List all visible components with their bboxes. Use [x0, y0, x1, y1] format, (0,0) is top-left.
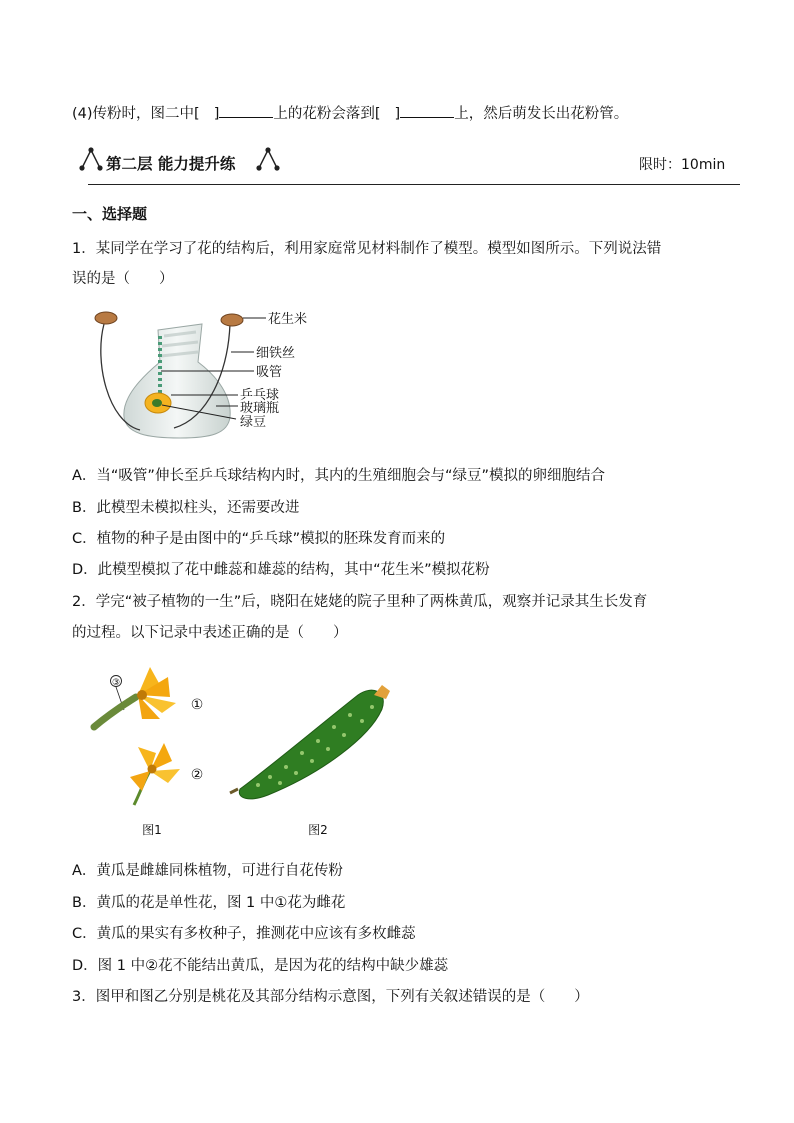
label-straw: 吸管: [256, 365, 283, 380]
q2-option-d[interactable]: D．图 1 中②花不能结出黄瓜，是因为花的结构中缺少雄蕊: [72, 958, 449, 974]
time-limit: 限时：10min: [639, 157, 726, 173]
q2-cucumber-figure: [90, 655, 410, 845]
q4-bracket-close-1: ]: [213, 106, 220, 122]
q3-stem-line1: 3．图甲和图乙分别是桃花及其部分结构示意图，下列有关叙述错误的是（ ）: [72, 989, 589, 1005]
flower-1-petals: [137, 667, 176, 719]
section-title: 一、选择题: [72, 205, 148, 223]
q1-option-d[interactable]: D．此模型模拟了花中雌蕊和雄蕊的结构，其中“花生米”模拟花粉: [72, 562, 490, 578]
q1-option-b[interactable]: B．此模型未模拟柱头，还需要改进: [72, 500, 300, 516]
label-wire: 细铁丝: [256, 346, 296, 361]
q1-flower-model-figure: [90, 302, 330, 442]
peanut-left: [95, 312, 117, 324]
q4-line: [72, 102, 628, 123]
q1-option-a[interactable]: A．当“吸管”伸长至乒乓球结构内时，其内的生殖细胞会与“绿豆”模拟的卵细胞结合: [72, 468, 605, 484]
q4-blank-2[interactable]: [400, 103, 454, 118]
level-divider: [88, 184, 740, 185]
q4-bracket-close-2: ]: [394, 106, 401, 122]
q2-option-c[interactable]: C．黄瓜的果实有多枚种子，推测花中应该有多枚雌蕊: [72, 926, 416, 942]
level-decoration-right-icon: [255, 146, 281, 172]
cucumber-shape: [239, 690, 383, 799]
q1-stem-line2: 误的是（ ）: [72, 271, 174, 287]
label-peanut: 花生米: [268, 312, 308, 327]
caption-fig1: 图1: [142, 823, 162, 837]
mark-3: ③: [111, 678, 121, 688]
q1-stem-line1: 1．某同学在学习了花的结构后，利用家庭常见材料制作了模型。模型如图所示。下列说法错: [72, 241, 662, 257]
q4-middle: 上的花粉会落到[: [273, 106, 381, 122]
q4-prefix: (4)传粉时，图二中[: [72, 106, 200, 122]
q4-suffix: 上，然后萌发长出花粉管。: [454, 106, 629, 122]
q2-option-a[interactable]: A．黄瓜是雌雄同株植物，可进行自花传粉: [72, 863, 343, 879]
q2-stem-line1: 2．学完“被子植物的一生”后，晓阳在姥姥的院子里种了两株黄瓜，观察并记录其生长发育: [72, 594, 648, 610]
label-pingpong: 乒乓球: [240, 388, 280, 403]
q2-stem-line2: 的过程。以下记录中表述正确的是（ ）: [72, 625, 348, 641]
mark-2: ②: [190, 767, 204, 783]
caption-fig2: 图2: [308, 823, 328, 837]
glass-bottle-shape: [124, 324, 230, 438]
q4-blank-1[interactable]: [219, 103, 273, 118]
peanut-right: [221, 314, 243, 326]
q1-option-c[interactable]: C．植物的种子是由图中的“乒乓球”模拟的胚珠发育而来的: [72, 531, 446, 547]
q2-option-b[interactable]: B．黄瓜的花是单性花，图 1 中①花为雌花: [72, 895, 346, 911]
cucumber-stalk: [230, 789, 238, 793]
label-bottle: 玻璃瓶: [240, 401, 280, 416]
label-mungbean: 绿豆: [240, 415, 267, 430]
level-decoration-left-icon: [78, 146, 104, 172]
mung-bean-shape: [152, 399, 162, 407]
mark-1: ①: [190, 697, 204, 713]
level-title: 第二层 能力提升练: [106, 155, 236, 173]
ovary-shape: [94, 697, 136, 727]
flower-2-petals: [130, 743, 180, 791]
